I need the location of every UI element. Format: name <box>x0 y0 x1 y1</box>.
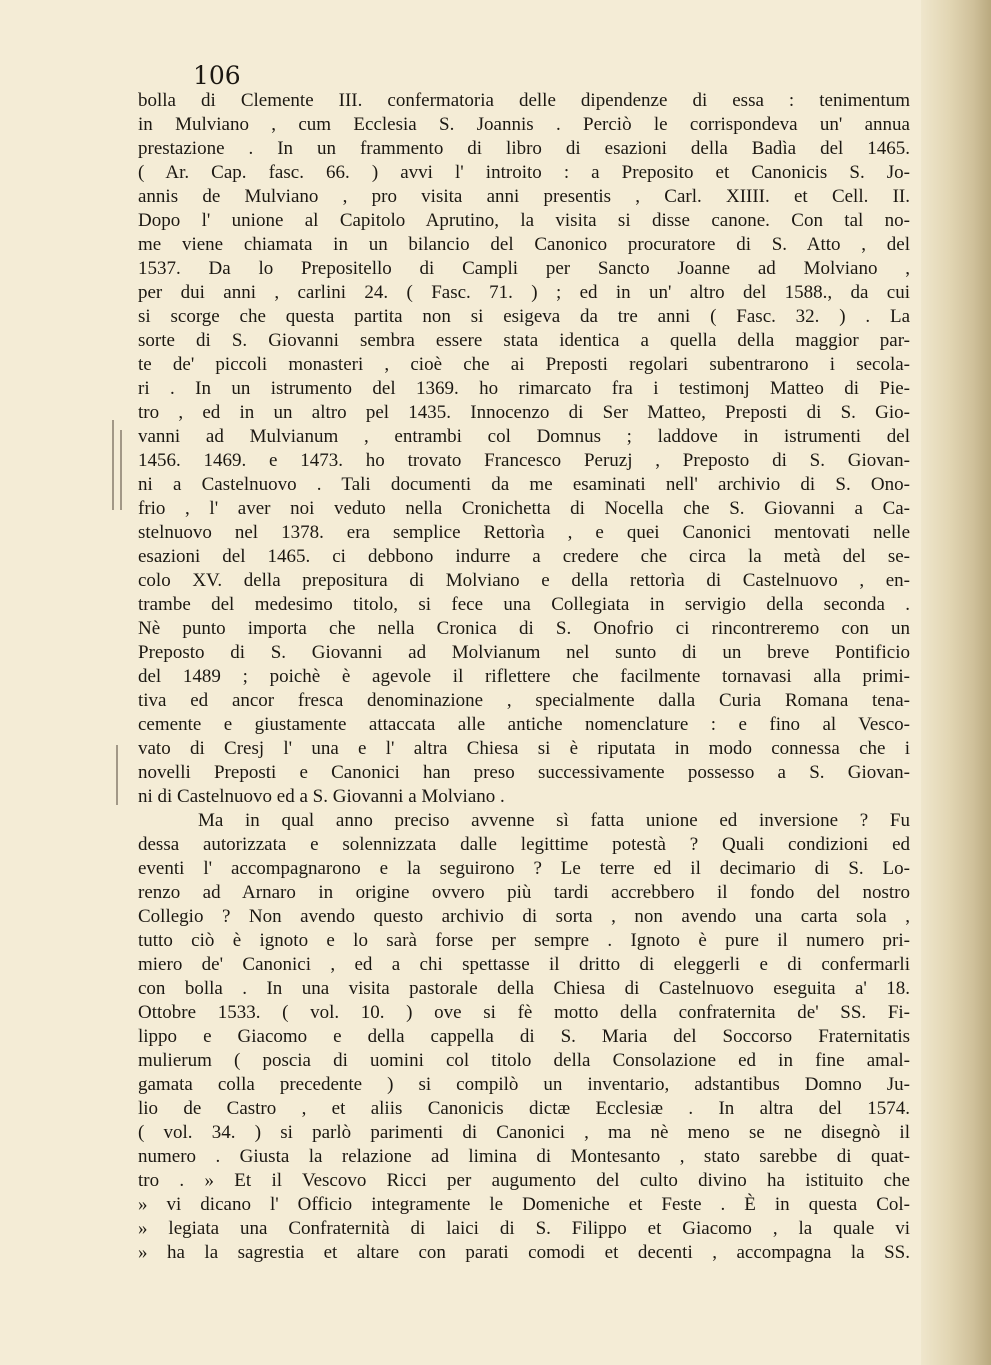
margin-mark <box>112 420 114 510</box>
text-line: con bolla . In una visita pastorale della Chiesa di Castelnuovo eseguita a' 18. <box>138 978 910 999</box>
page-edge-shadow <box>921 0 991 1365</box>
text-line: Ottobre 1533. ( vol. 10. ) ove si fè motto della confraternita de' SS. Fi- <box>138 1002 910 1023</box>
text-line: tutto ciò è ignoto e lo sarà forse per sempre . Ignoto è pure il numero pri- <box>138 930 910 951</box>
page-number: 106 <box>193 61 241 90</box>
text-line: Collegio ? Non avendo questo archivio di sorta , non avendo una carta sola , <box>138 906 910 927</box>
text-line: frio , l' aver noi veduto nella Cronichetta di Nocella che S. Giovanni a Ca- <box>138 498 910 519</box>
text-line: annis de Mulviano , pro visita anni presentis , Carl. XIIII. et Cell. II. <box>138 186 910 207</box>
margin-mark <box>120 430 122 510</box>
text-line: si scorge che questa partita non si esigeva da tre anni ( Fasc. 32. ) . La <box>138 306 910 327</box>
text-line: vanni ad Mulvianum , entrambi col Domnus ; laddove in istrumenti del <box>138 426 910 447</box>
text-line: » vi dicano l' Officio integramente le Domeniche et Feste . È in questa Col- <box>138 1194 910 1215</box>
text-line: del 1489 ; poichè è agevole il riflettere che facilmente tornavasi alla primi- <box>138 666 910 687</box>
text-line: dessa autorizzata e solennizzata dalle legittime potestà ? Quali condizioni ed <box>138 834 910 855</box>
text-line: me viene chiamata in un bilancio del Canonico procuratore di S. Atto , del <box>138 234 910 255</box>
text-line: in Mulviano , cum Ecclesia S. Joannis . Perciò le corrispondeva un' annua <box>138 114 910 135</box>
text-line: Ma in qual anno preciso avvenne sì fatta unione ed inversione ? Fu <box>198 810 910 831</box>
text-line: per dui anni , carlini 24. ( Fasc. 71. ) ; ed in un' altro del 1588., da cui <box>138 282 910 303</box>
text-line: prestazione . In un frammento di libro di esazioni della Badìa del 1465. <box>138 138 910 159</box>
text-line: colo XV. della prepositura di Molviano e della rettorìa di Castelnuovo , en- <box>138 570 910 591</box>
text-line: gamata colla precedente ) si compilò un inventario, adstantibus Domno Ju- <box>138 1074 910 1095</box>
text-line: tiva ed ancor fresca denominazione , specialmente dalla Curia Romana tena- <box>138 690 910 711</box>
text-line: bolla di Clemente III. confermatoria delle dipendenze di essa : tenimentum <box>138 90 910 111</box>
text-line: tro , ed in un altro pel 1435. Innocenzo di Ser Matteo, Preposti di S. Gio- <box>138 402 910 423</box>
text-line: tro . » Et il Vescovo Ricci per augumento del culto divino ha istituito che <box>138 1170 910 1191</box>
text-line: te de' piccoli monasteri , cioè che ai Preposti regolari subentrarono i secola- <box>138 354 910 375</box>
text-line: mulierum ( poscia di uomini col titolo della Consolazione ed in fine amal- <box>138 1050 910 1071</box>
text-line: lippo e Giacomo e della cappella di S. Maria del Soccorso Fraternitatis <box>138 1026 910 1047</box>
text-line: 1456. 1469. e 1473. ho trovato Francesco Peruzj , Preposto di S. Giovan- <box>138 450 910 471</box>
text-line: ( vol. 34. ) si parlò parimenti di Canonici , ma nè meno se ne disegnò il <box>138 1122 910 1143</box>
text-line: sorte di S. Giovanni sembra essere stata identica a quella della maggior par- <box>138 330 910 351</box>
text-line: » ha la sagrestia et altare con parati comodi et decenti , accompagna la SS. <box>138 1242 910 1263</box>
text-line: numero . Giusta la relazione ad limina di Montesanto , stato sarebbe di quat- <box>138 1146 910 1167</box>
text-line: ni a Castelnuovo . Tali documenti da me esaminati nell' archivio di S. Ono- <box>138 474 910 495</box>
text-line: vato di Cresj l' una e l' altra Chiesa si è riputata in modo connessa che i <box>138 738 910 759</box>
text-line: stelnuovo nel 1378. era semplice Rettorìa , e quei Canonici mentovati nelle <box>138 522 910 543</box>
text-line: Preposto di S. Giovanni ad Molvianum nel sunto di un breve Pontificio <box>138 642 910 663</box>
text-line: lio de Castro , et aliis Canonicis dictæ Ecclesiæ . In altra del 1574. <box>138 1098 910 1119</box>
text-line: 1537. Da lo Prepositello di Campli per Sancto Joanne ad Molviano , <box>138 258 910 279</box>
text-line: ( Ar. Cap. fasc. 66. ) avvi l' introito : a Preposito et Canonicis S. Jo- <box>138 162 910 183</box>
text-line: » legiata una Confraternità di laici di S. Filippo et Giacomo , la quale vi <box>138 1218 910 1239</box>
text-line: Nè punto importa che nella Cronica di S. Onofrio ci rincontreremo con un <box>138 618 910 639</box>
text-line: ni di Castelnuovo ed a S. Giovanni a Molviano . <box>138 786 505 807</box>
body-text <box>138 89 910 1265</box>
text-line: cemente e giustamente attaccata alle antiche nomenclature : e fino al Vesco- <box>138 714 910 735</box>
text-line: eventi l' accompagnarono e la seguirono ? Le terre ed il decimario di S. Lo- <box>138 858 910 879</box>
margin-mark <box>116 745 118 805</box>
text-line: esazioni del 1465. ci debbono indurre a credere che circa la metà del se- <box>138 546 910 567</box>
text-line: trambe del medesimo titolo, si fece una Collegiata in servigio della seconda . <box>138 594 910 615</box>
text-line: novelli Preposti e Canonici han preso successivamente possesso a S. Giovan- <box>138 762 910 783</box>
text-line: miero de' Canonici , ed a chi spettasse il dritto di eleggerli e di confermarli <box>138 954 910 975</box>
text-line: Dopo l' unione al Capitolo Aprutino, la visita si disse canone. Con tal no- <box>138 210 910 231</box>
text-line: renzo ad Arnaro in origine ovvero più tardi accrebbero il fondo del nostro <box>138 882 910 903</box>
text-line: ri . In un istrumento del 1369. ho rimarcato fra i testimonj Matteo di Pie- <box>138 378 910 399</box>
